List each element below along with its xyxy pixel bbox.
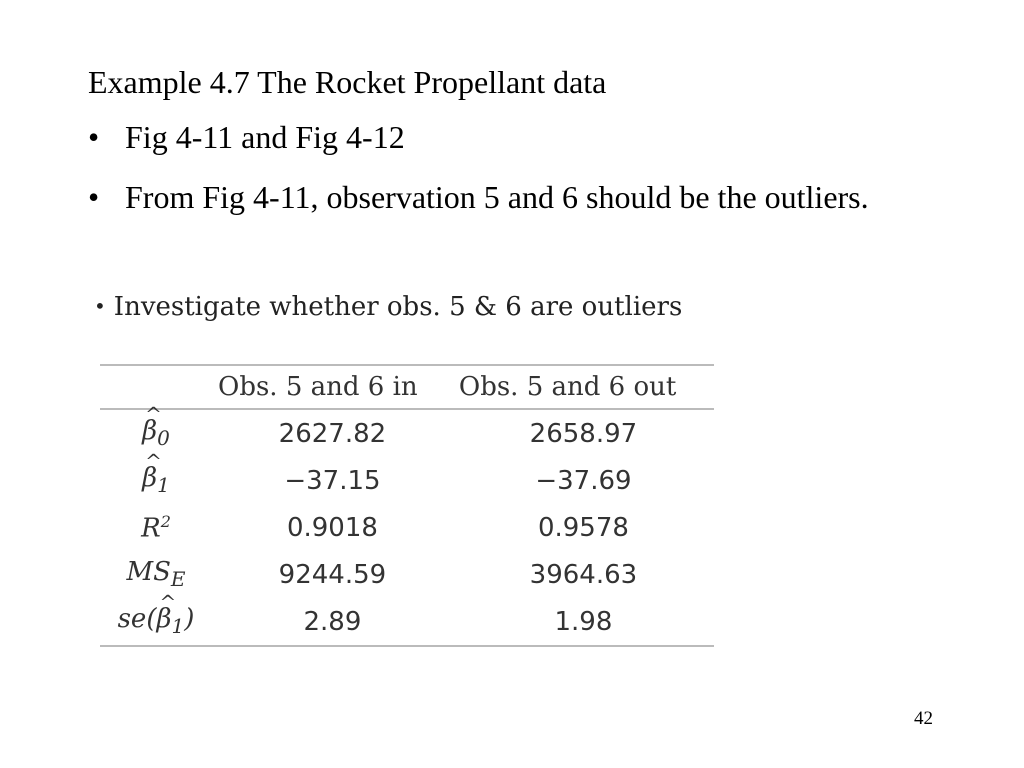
header-obs-out: Obs. 5 and 6 out [453, 365, 714, 409]
beta-symbol: ^ β [142, 416, 157, 446]
cell-out: −37.69 [535, 465, 632, 496]
cell-in: 9244.59 [278, 559, 387, 590]
subscript: 1 [171, 614, 185, 639]
bullet-item [88, 175, 948, 219]
bullet-text: From Fig 4-11, observation 5 and 6 should be the outliers. [125, 179, 869, 215]
row-label-r-squared: $R^2$ [141, 511, 171, 544]
beta-symbol: ^ β [142, 463, 157, 493]
cell-out: 0.9578 [537, 512, 629, 543]
superscript: 2 [160, 511, 171, 531]
cell-in: 2.89 [212, 598, 453, 646]
embedded-bullet-text: Investigate whether obs. 5 & 6 are outliers [113, 292, 683, 322]
slide-title: Example 4.7 The Rocket Propellant data [88, 64, 607, 100]
row-label-beta1 [100, 457, 212, 504]
beta-symbol: ^ β [156, 604, 171, 634]
row-label-se-beta1: se(^ $\beta_1$) [100, 598, 212, 646]
embedded-bullet [94, 286, 682, 327]
table-header-row [100, 365, 714, 409]
bullet-item [88, 115, 948, 159]
cell-in: −37.15 [284, 465, 381, 496]
cell-out: 2658.97 [529, 418, 638, 449]
subscript: E [170, 567, 186, 592]
bullet-text: Fig 4-11 and Fig 4-12 [125, 119, 405, 155]
header-obs-in: Obs. 5 and 6 in [212, 365, 453, 409]
bullet-dot-icon: • [94, 294, 106, 318]
cell-in: 2627.82 [278, 418, 387, 449]
subscript: 1 [157, 473, 170, 498]
cell-out: 1.98 [453, 598, 714, 646]
cell-in: 0.9018 [286, 512, 378, 543]
table-row [100, 409, 714, 457]
page-number: 42 [914, 708, 933, 729]
subscript: 0 [157, 426, 170, 451]
bullet-dot-icon: • [88, 179, 100, 215]
table-row [100, 457, 714, 504]
cell-out: 3964.63 [529, 559, 638, 590]
results-table [100, 364, 714, 647]
table-row [100, 598, 714, 646]
row-label-mse: $MS_E$ [126, 557, 186, 592]
table-row [100, 551, 714, 598]
bullet-list [88, 115, 948, 235]
bullet-dot-icon: • [88, 119, 100, 155]
table-row [100, 504, 714, 551]
